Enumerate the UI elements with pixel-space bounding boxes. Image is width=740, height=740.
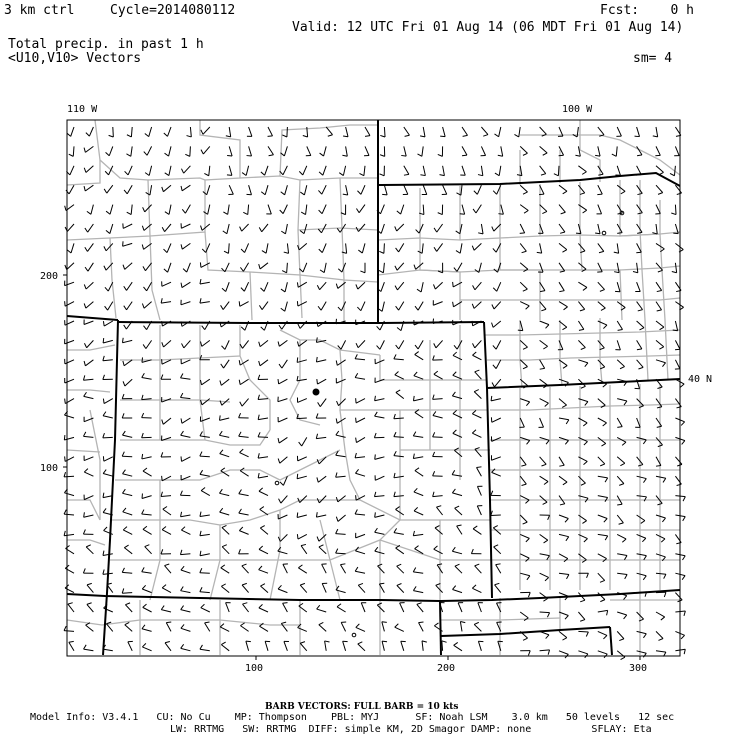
x-tick-label: 200 xyxy=(437,663,456,674)
valid-time: Valid: 12 UTC Fri 01 Aug 14 (06 MDT Fri 01 Aug 14) xyxy=(292,20,684,35)
run-name: 3 km ctrl xyxy=(4,3,75,18)
city-marker xyxy=(352,633,356,637)
map-markers xyxy=(275,211,624,637)
model-info-line1: Model Info: V3.4.1 CU: No Cu MP: Thompson PBL: MYJ SF: Noah LSM 3.0 km 50 levels 12 sec xyxy=(30,712,675,723)
smoothing-label: sm= 4 xyxy=(633,51,673,66)
model-info-line2: LW: RRTMG SW: RRTMG DIFF: simple KM, 2D Smagor DAMP: none SFLAY: Eta xyxy=(170,724,652,735)
city-marker xyxy=(275,481,279,485)
lon-label-110w: 110 W xyxy=(67,104,98,115)
cycle-label: Cycle=2014080112 xyxy=(110,3,236,18)
axis-ticks xyxy=(63,275,640,660)
lon-label-100w: 100 W xyxy=(562,104,593,115)
wind-barbs xyxy=(64,127,685,660)
lat-label-40n: 40 N xyxy=(688,374,713,385)
barb-legend: BARB VECTORS: FULL BARB = 10 kts xyxy=(265,702,459,712)
x-tick-label: 100 xyxy=(245,663,264,674)
y-tick-label: 200 xyxy=(40,271,59,282)
city-marker-denver xyxy=(313,389,320,396)
vector-title: <U10,V10> Vectors xyxy=(8,51,142,66)
city-marker xyxy=(602,231,606,235)
field-title: Total precip. in past 1 h xyxy=(8,37,204,52)
forecast-hour: Fcst: 0 h xyxy=(600,3,694,18)
y-tick-label: 100 xyxy=(40,463,59,474)
x-tick-label: 300 xyxy=(629,663,648,674)
map-frame xyxy=(67,120,680,656)
